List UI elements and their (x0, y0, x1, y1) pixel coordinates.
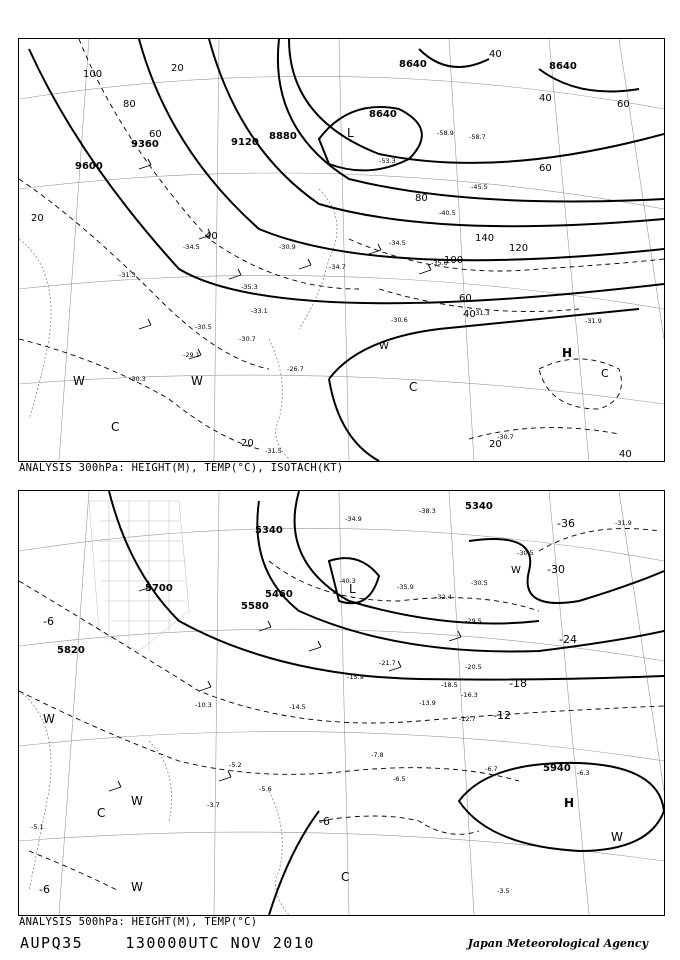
warm-center-mark: W (511, 565, 521, 576)
height-label-9120: 9120 (231, 137, 259, 148)
isotach-label: 60 (149, 129, 162, 140)
height-label-5460: 5460 (265, 589, 293, 600)
low-center-mark: L (347, 126, 354, 140)
high-center-mark: H (562, 346, 573, 360)
map-500hpa-canvas (19, 491, 664, 915)
height-label-9600: 9600 (75, 161, 103, 172)
temp-value: -31.9 (585, 317, 602, 325)
isotach-label: 20 (489, 439, 502, 450)
temperature-values-500 (31, 507, 632, 895)
footer-chart-id (20, 934, 315, 952)
warm-center-mark: W (73, 374, 85, 388)
temp-value: -40.5 (439, 209, 456, 217)
center-marks-300 (73, 126, 609, 434)
temp-value: -31.9 (615, 519, 632, 527)
temp-value: -31.3 (473, 309, 490, 317)
height-label-5940: 5940 (543, 763, 571, 774)
temp-value: -29.5 (465, 617, 482, 625)
temp-value: -3.5 (497, 887, 510, 895)
temp-value: -16.3 (461, 691, 478, 699)
temp-value: -30.9 (279, 243, 296, 251)
temp-value: -34.5 (183, 243, 200, 251)
temp-value: -34.9 (345, 515, 362, 523)
temp-value: -18.5 (441, 681, 458, 689)
graticule-300 (19, 39, 664, 461)
isotherm-label: -6 (39, 883, 50, 896)
high-center-mark: H (564, 796, 575, 810)
dashed-contours-300 (19, 39, 664, 449)
temp-value: -15.9 (347, 673, 364, 681)
warm-center-mark: W (379, 341, 389, 352)
temp-value: -30.5 (517, 549, 534, 557)
height-contours-500 (109, 491, 664, 915)
temp-value: -12.7 (459, 715, 476, 723)
isotach-label: 140 (475, 233, 495, 244)
isotach-label: 120 (509, 243, 529, 254)
map-500hpa (18, 490, 665, 916)
temp-value: -31.5 (265, 447, 282, 455)
isotach-label: 60 (459, 293, 472, 304)
temp-value: -7.8 (371, 751, 384, 759)
chart-id: AUPQ35 (20, 934, 84, 952)
height-label-5340-a: 5340 (465, 501, 493, 512)
height-labels-500 (57, 501, 571, 774)
isotach-label: 20 (241, 438, 254, 449)
isotach-label: 20 (171, 63, 184, 74)
isotach-label: 40 (619, 449, 632, 460)
temp-value: -34.5 (389, 239, 406, 247)
isotach-label: 100 (83, 69, 103, 80)
caption-500hpa: ANALYSIS 500hPa: HEIGHT(M), TEMP(°C) (19, 916, 258, 928)
temp-value: -30.6 (391, 316, 408, 324)
temp-value: -6.7 (485, 765, 498, 773)
isotherm-label: -12 (493, 709, 511, 722)
temp-value: -3.7 (207, 801, 220, 809)
isotherm-label: -24 (559, 633, 577, 646)
cold-center-mark: C (409, 380, 418, 394)
temp-value: -5.6 (259, 785, 272, 793)
valid-time: 130000UTC NOV 2010 (125, 934, 315, 952)
isotach-label: 60 (617, 99, 630, 110)
temp-value: -6.3 (577, 769, 590, 777)
height-label-8640-b: 8640 (399, 59, 427, 70)
isotherm-label: -18 (509, 677, 527, 690)
isotach-label: 20 (31, 213, 44, 224)
height-label-8640-a: 8640 (369, 109, 397, 120)
temp-value: -35.6 (431, 259, 448, 267)
warm-center-mark: W (131, 880, 143, 894)
isotach-label: 40 (463, 309, 476, 320)
temp-value: -32.4 (435, 593, 452, 601)
temp-value: -31.3 (119, 271, 136, 279)
temp-value: -5.1 (31, 823, 44, 831)
temp-value: -58.9 (437, 129, 454, 137)
warm-center-mark: W (131, 794, 143, 808)
temp-value: -34.7 (329, 263, 346, 271)
height-label-5820: 5820 (57, 645, 85, 656)
low-center-mark: L (349, 582, 356, 596)
agency-name: Japan Meteorological Agency (467, 937, 648, 950)
temp-value: -6.5 (393, 775, 406, 783)
height-label-5580: 5580 (241, 601, 269, 612)
temp-value: -20.5 (465, 663, 482, 671)
wind-barbs-300 (139, 159, 431, 359)
temp-value: -40.3 (339, 577, 356, 585)
temp-value: -33.1 (251, 307, 268, 315)
temp-value: -35.9 (397, 583, 414, 591)
temp-value: -30.3 (129, 375, 146, 383)
temp-value: -30.5 (471, 579, 488, 587)
coastline-300 (19, 189, 337, 459)
isotach-label: 40 (489, 49, 502, 60)
isotach-label: 40 (539, 93, 552, 104)
temp-value: -10.3 (195, 701, 212, 709)
cold-center-mark: C (111, 420, 120, 434)
isotherm-label: -36 (557, 517, 575, 530)
isotherm-label: -30 (547, 563, 565, 576)
isotach-label: 100 (444, 255, 464, 266)
map-300hpa (18, 38, 665, 462)
temp-value: -45.5 (471, 183, 488, 191)
warm-center-mark: W (191, 374, 203, 388)
caption-300hpa: ANALYSIS 300hPa: HEIGHT(M), TEMP(°C), ISOTACH(KT) (19, 462, 344, 474)
isotach-label: 80 (415, 193, 428, 204)
warm-center-mark: W (611, 830, 623, 844)
height-label-8880: 8880 (269, 131, 297, 142)
isotach-label: 80 (123, 99, 136, 110)
temp-value: -30.7 (239, 335, 256, 343)
coastline-500 (19, 691, 289, 915)
isotach-label: 60 (539, 163, 552, 174)
height-label-9360: 9360 (131, 139, 159, 150)
temperature-labels-500 (39, 517, 577, 896)
wind-barbs-500 (109, 581, 461, 791)
isotach-labels-300 (31, 49, 632, 460)
temp-value: -30.5 (195, 323, 212, 331)
temp-value: -38.3 (419, 507, 436, 515)
height-label-5340-b: 5340 (255, 525, 283, 536)
warm-center-mark: W (43, 712, 55, 726)
temp-value: -21.7 (379, 659, 396, 667)
height-label-8640-c: 8640 (549, 61, 577, 72)
cold-center-mark: C (341, 870, 350, 884)
map-300hpa-canvas (19, 39, 664, 461)
cold-center-mark: C (97, 806, 106, 820)
moist-area-500 (89, 501, 189, 651)
isotach-label: 40 (205, 231, 218, 242)
temp-value: -58.7 (469, 133, 486, 141)
temperature-values-300 (119, 129, 602, 455)
temp-value: -53.3 (379, 157, 396, 165)
temp-value: -26.7 (287, 365, 304, 373)
height-label-5700: 5700 (145, 583, 173, 594)
temp-value: -35.3 (241, 283, 258, 291)
temp-value: -14.5 (289, 703, 306, 711)
isotherm-label: -6 (319, 815, 330, 828)
graticule-500 (19, 491, 664, 915)
temp-value: -30.7 (497, 433, 514, 441)
temp-value: -13.9 (419, 699, 436, 707)
temp-value: -29.1 (183, 351, 200, 359)
cold-center-mark: C (601, 367, 609, 380)
isotherm-label: -6 (43, 615, 54, 628)
temp-value: -5.2 (229, 761, 242, 769)
